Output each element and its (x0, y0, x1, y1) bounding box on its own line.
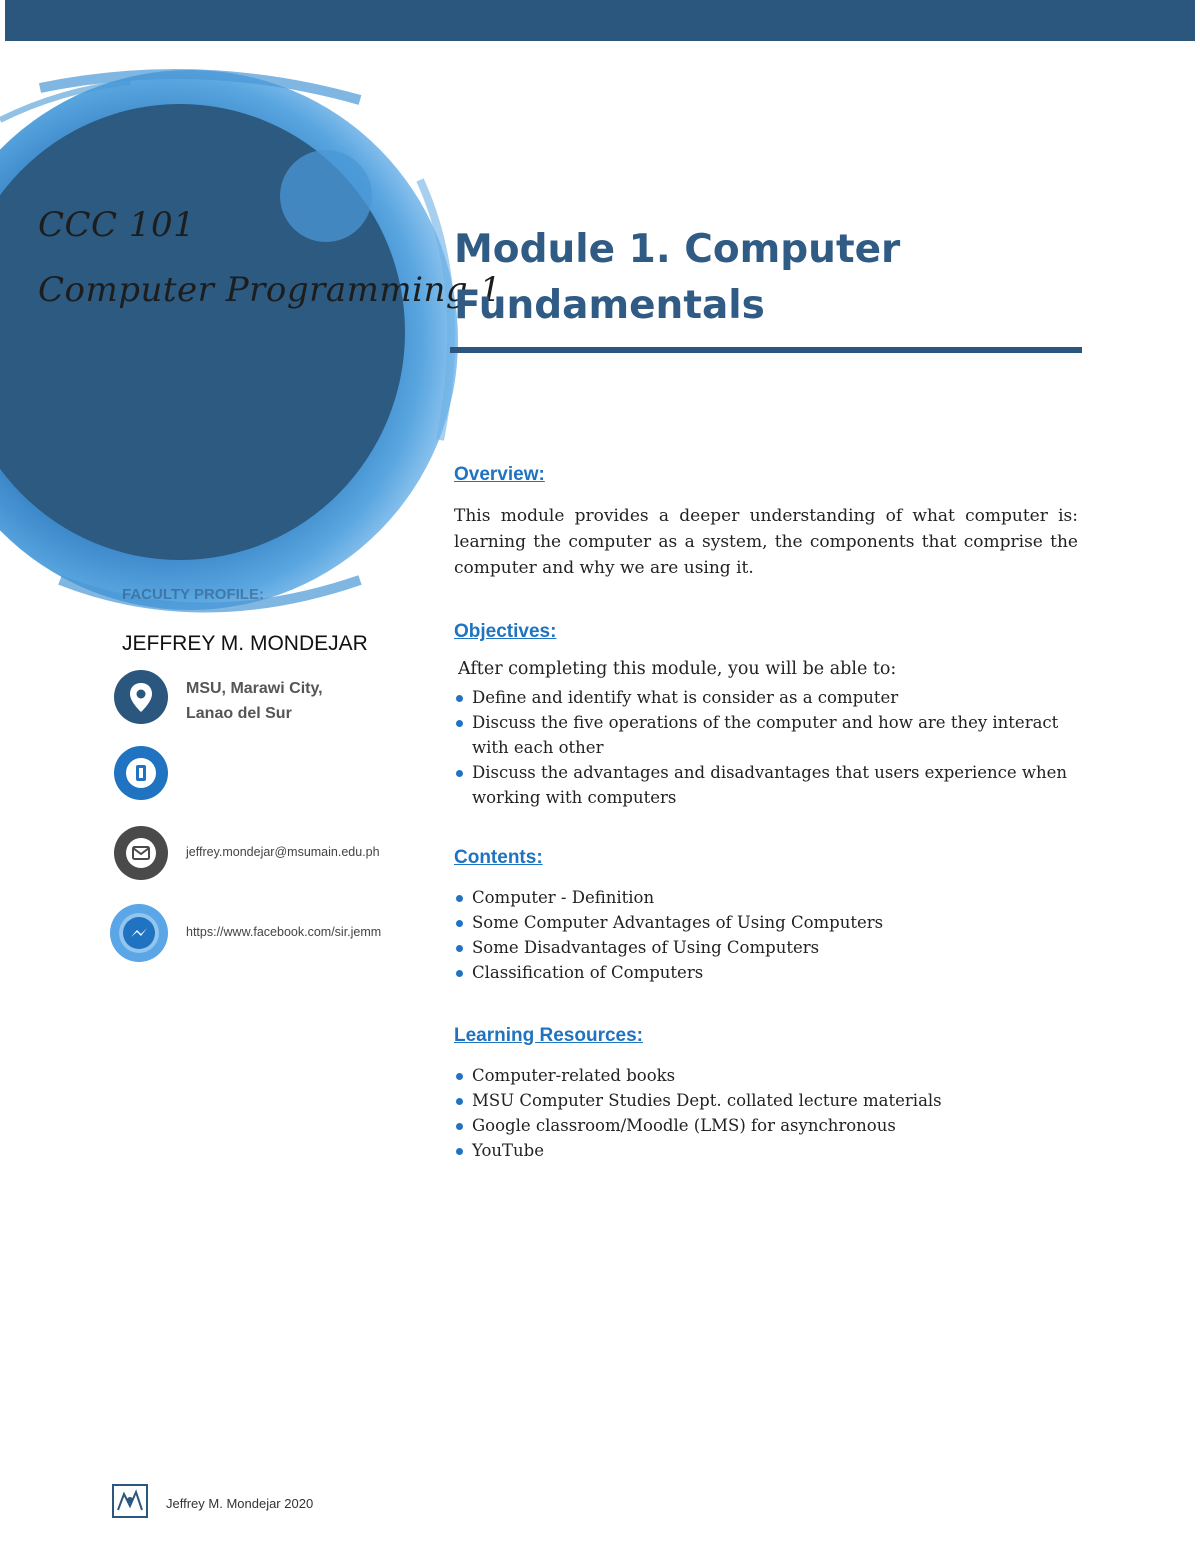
resource-text: Google classroom/Moodle (LMS) for asynchronous (472, 1116, 896, 1135)
bullet-icon (456, 770, 463, 777)
contents-list (454, 885, 1082, 985)
resources-heading: Learning Resources: (454, 1025, 643, 1046)
list-item (454, 760, 1082, 810)
bullet-icon (456, 895, 463, 902)
module-title: Module 1. Computer Fundamentals (454, 227, 901, 328)
footer-author: Jeffrey M. Mondejar 2020 (166, 1496, 314, 1511)
bullet-icon (456, 920, 463, 927)
top-header-band (5, 0, 1195, 41)
resource-text: YouTube (472, 1141, 544, 1160)
bullet-icon (456, 1148, 463, 1155)
decorative-circle-graphic (0, 60, 470, 620)
course-name: Computer Programming 1 (38, 270, 502, 310)
overview-text: This module provides a deeper understanding of what computer is: learning the computer as a system, the components that comprise the computer and why we are using it. (454, 506, 1078, 578)
location-pin-icon (114, 670, 168, 724)
faculty-profile-label: FACULTY PROFILE: (122, 586, 264, 603)
phone-icon (114, 746, 168, 800)
address (186, 676, 323, 726)
contents-heading: Contents: (454, 847, 543, 868)
facebook-link[interactable]: https://www.facebook.com/sir.jemm (186, 925, 382, 939)
bullet-icon (456, 1073, 463, 1080)
objectives-lead: After completing this module, you will be able to: (458, 659, 897, 679)
list-item (454, 885, 1082, 910)
list-item (454, 710, 1082, 760)
university-logo-icon (112, 1484, 148, 1518)
bullet-icon (456, 1098, 463, 1105)
title-underline-rule (450, 347, 1082, 353)
resource-text: MSU Computer Studies Dept. collated lecture materials (472, 1091, 942, 1110)
list-item (454, 1063, 1082, 1088)
resources-list (454, 1063, 1082, 1163)
list-item (454, 1113, 1082, 1138)
objectives-list (454, 685, 1082, 810)
content-text: Computer - Definition (472, 888, 655, 907)
faculty-name: JEFFREY M. MONDEJAR (122, 632, 368, 655)
bullet-icon (456, 970, 463, 977)
course-code: CCC 101 (38, 205, 196, 245)
overview-heading: Overview: (454, 464, 545, 485)
objectives-heading: Objectives: (454, 621, 557, 642)
list-item (454, 1088, 1082, 1113)
content-text: Some Computer Advantages of Using Computers (472, 913, 884, 932)
address-line-2: Lanao del Sur (186, 705, 292, 722)
objective-text: Discuss the five operations of the computer and how are they interact with each other (472, 713, 1059, 757)
list-item (454, 910, 1082, 935)
content-text: Some Disadvantages of Using Computers (472, 938, 820, 957)
objective-text: Discuss the advantages and disadvantages that users experience when working with computers (472, 763, 1068, 807)
list-item (454, 1138, 1082, 1163)
list-item (454, 685, 1082, 710)
list-item (454, 935, 1082, 960)
resource-text: Computer-related books (472, 1066, 676, 1085)
content-text: Classification of Computers (472, 963, 704, 982)
bullet-icon (456, 1123, 463, 1130)
objective-text: Define and identify what is consider as a computer (472, 688, 899, 707)
bullet-icon (456, 695, 463, 702)
bullet-icon (456, 720, 463, 727)
mail-icon (114, 826, 168, 880)
bullet-icon (456, 945, 463, 952)
list-item (454, 960, 1082, 985)
messenger-icon (110, 904, 168, 962)
email-text: jeffrey.mondejar@msumain.edu.ph (186, 845, 380, 859)
address-line-1: MSU, Marawi City, (186, 680, 323, 697)
